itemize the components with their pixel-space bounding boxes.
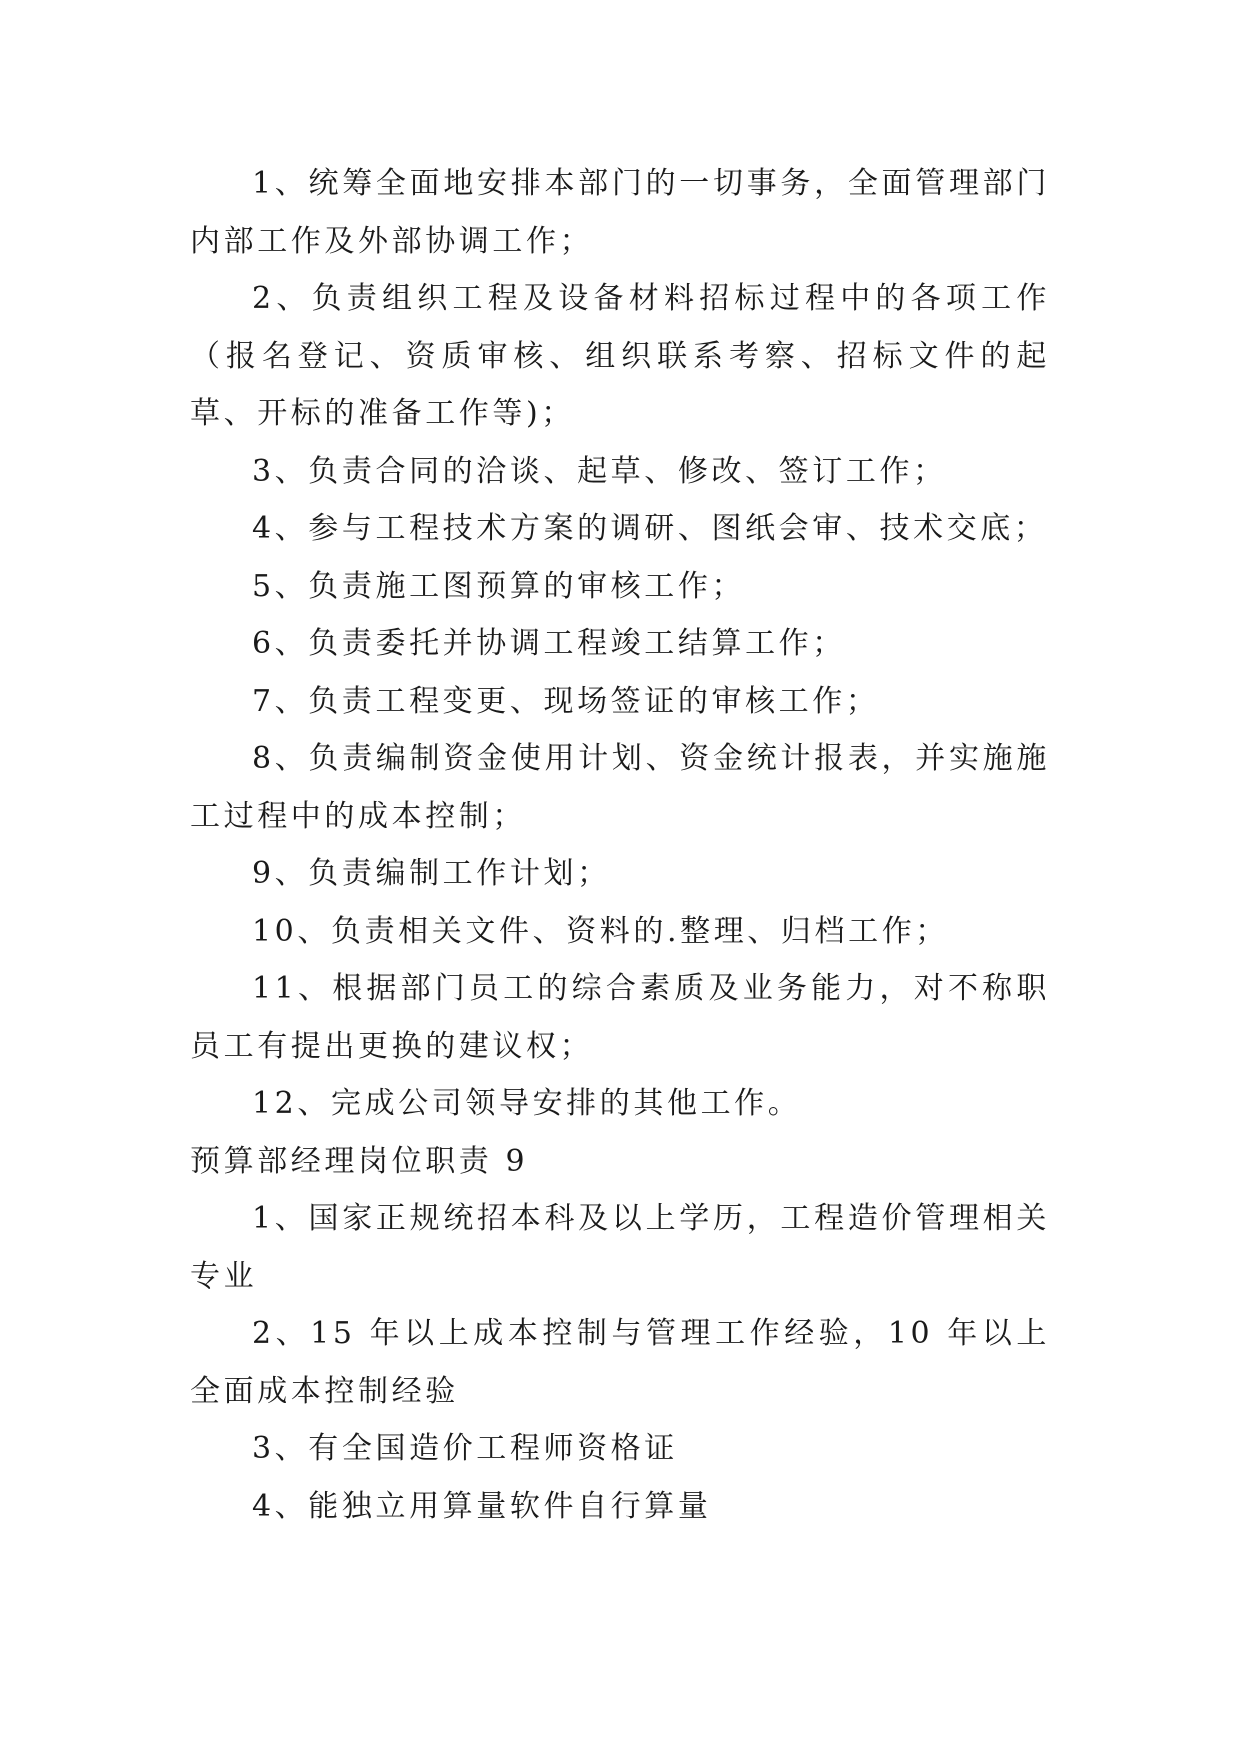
- section-heading: 预算部经理岗位职责 9: [190, 1143, 529, 1179]
- duty-item-3: 3、负责合同的洽谈、起草、修改、签订工作；: [252, 453, 947, 489]
- duty-item-8: 8、负责编制资金使用计划、资金统计报表，并实施施工过程中的成本控制；: [190, 741, 1050, 834]
- duty-item-7: 7、负责工程变更、现场签证的审核工作；: [252, 683, 880, 719]
- duty-item-4: 4、参与工程技术方案的调研、图纸会审、技术交底；: [252, 511, 1048, 546]
- duty-item-2: 2、负责组织工程及设备材料招标过程中的各项工作（报名登记、资质审核、组织联系考察、招标文件的起草、开标的准备工作等)；: [190, 281, 1050, 431]
- duty-item-10: 10、负责相关文件、资料的.整理、归档工作；: [252, 913, 949, 949]
- duty-item-12: 12、完成公司领导安排的其他工作。: [252, 1086, 802, 1121]
- requirement-item-3: 3、有全国造价工程师资格证: [252, 1431, 678, 1466]
- duty-item-5: 5、负责施工图预算的审核工作；: [252, 568, 746, 604]
- duty-item-9: 9、负责编制工作计划；: [252, 856, 611, 891]
- requirement-item-2: 2、15 年以上成本控制与管理工作经验，10 年以上全面成本控制经验: [190, 1316, 1050, 1409]
- duty-item-11: 11、根据部门员工的综合素质及业务能力，对不称职员工有提出更换的建议权；: [190, 971, 1050, 1064]
- document-page: [190, 155, 1050, 1535]
- duty-item-6: 6、负责委托并协调工程竣工结算工作；: [252, 626, 846, 661]
- requirement-item-1: 1、国家正规统招本科及以上学历，工程造价管理相关专业: [190, 1201, 1050, 1294]
- duty-item-1: 1、统筹全面地安排本部门的一切事务，全面管理部门内部工作及外部协调工作；: [190, 166, 1050, 259]
- requirement-item-4: 4、能独立用算量软件自行算量: [252, 1488, 712, 1524]
